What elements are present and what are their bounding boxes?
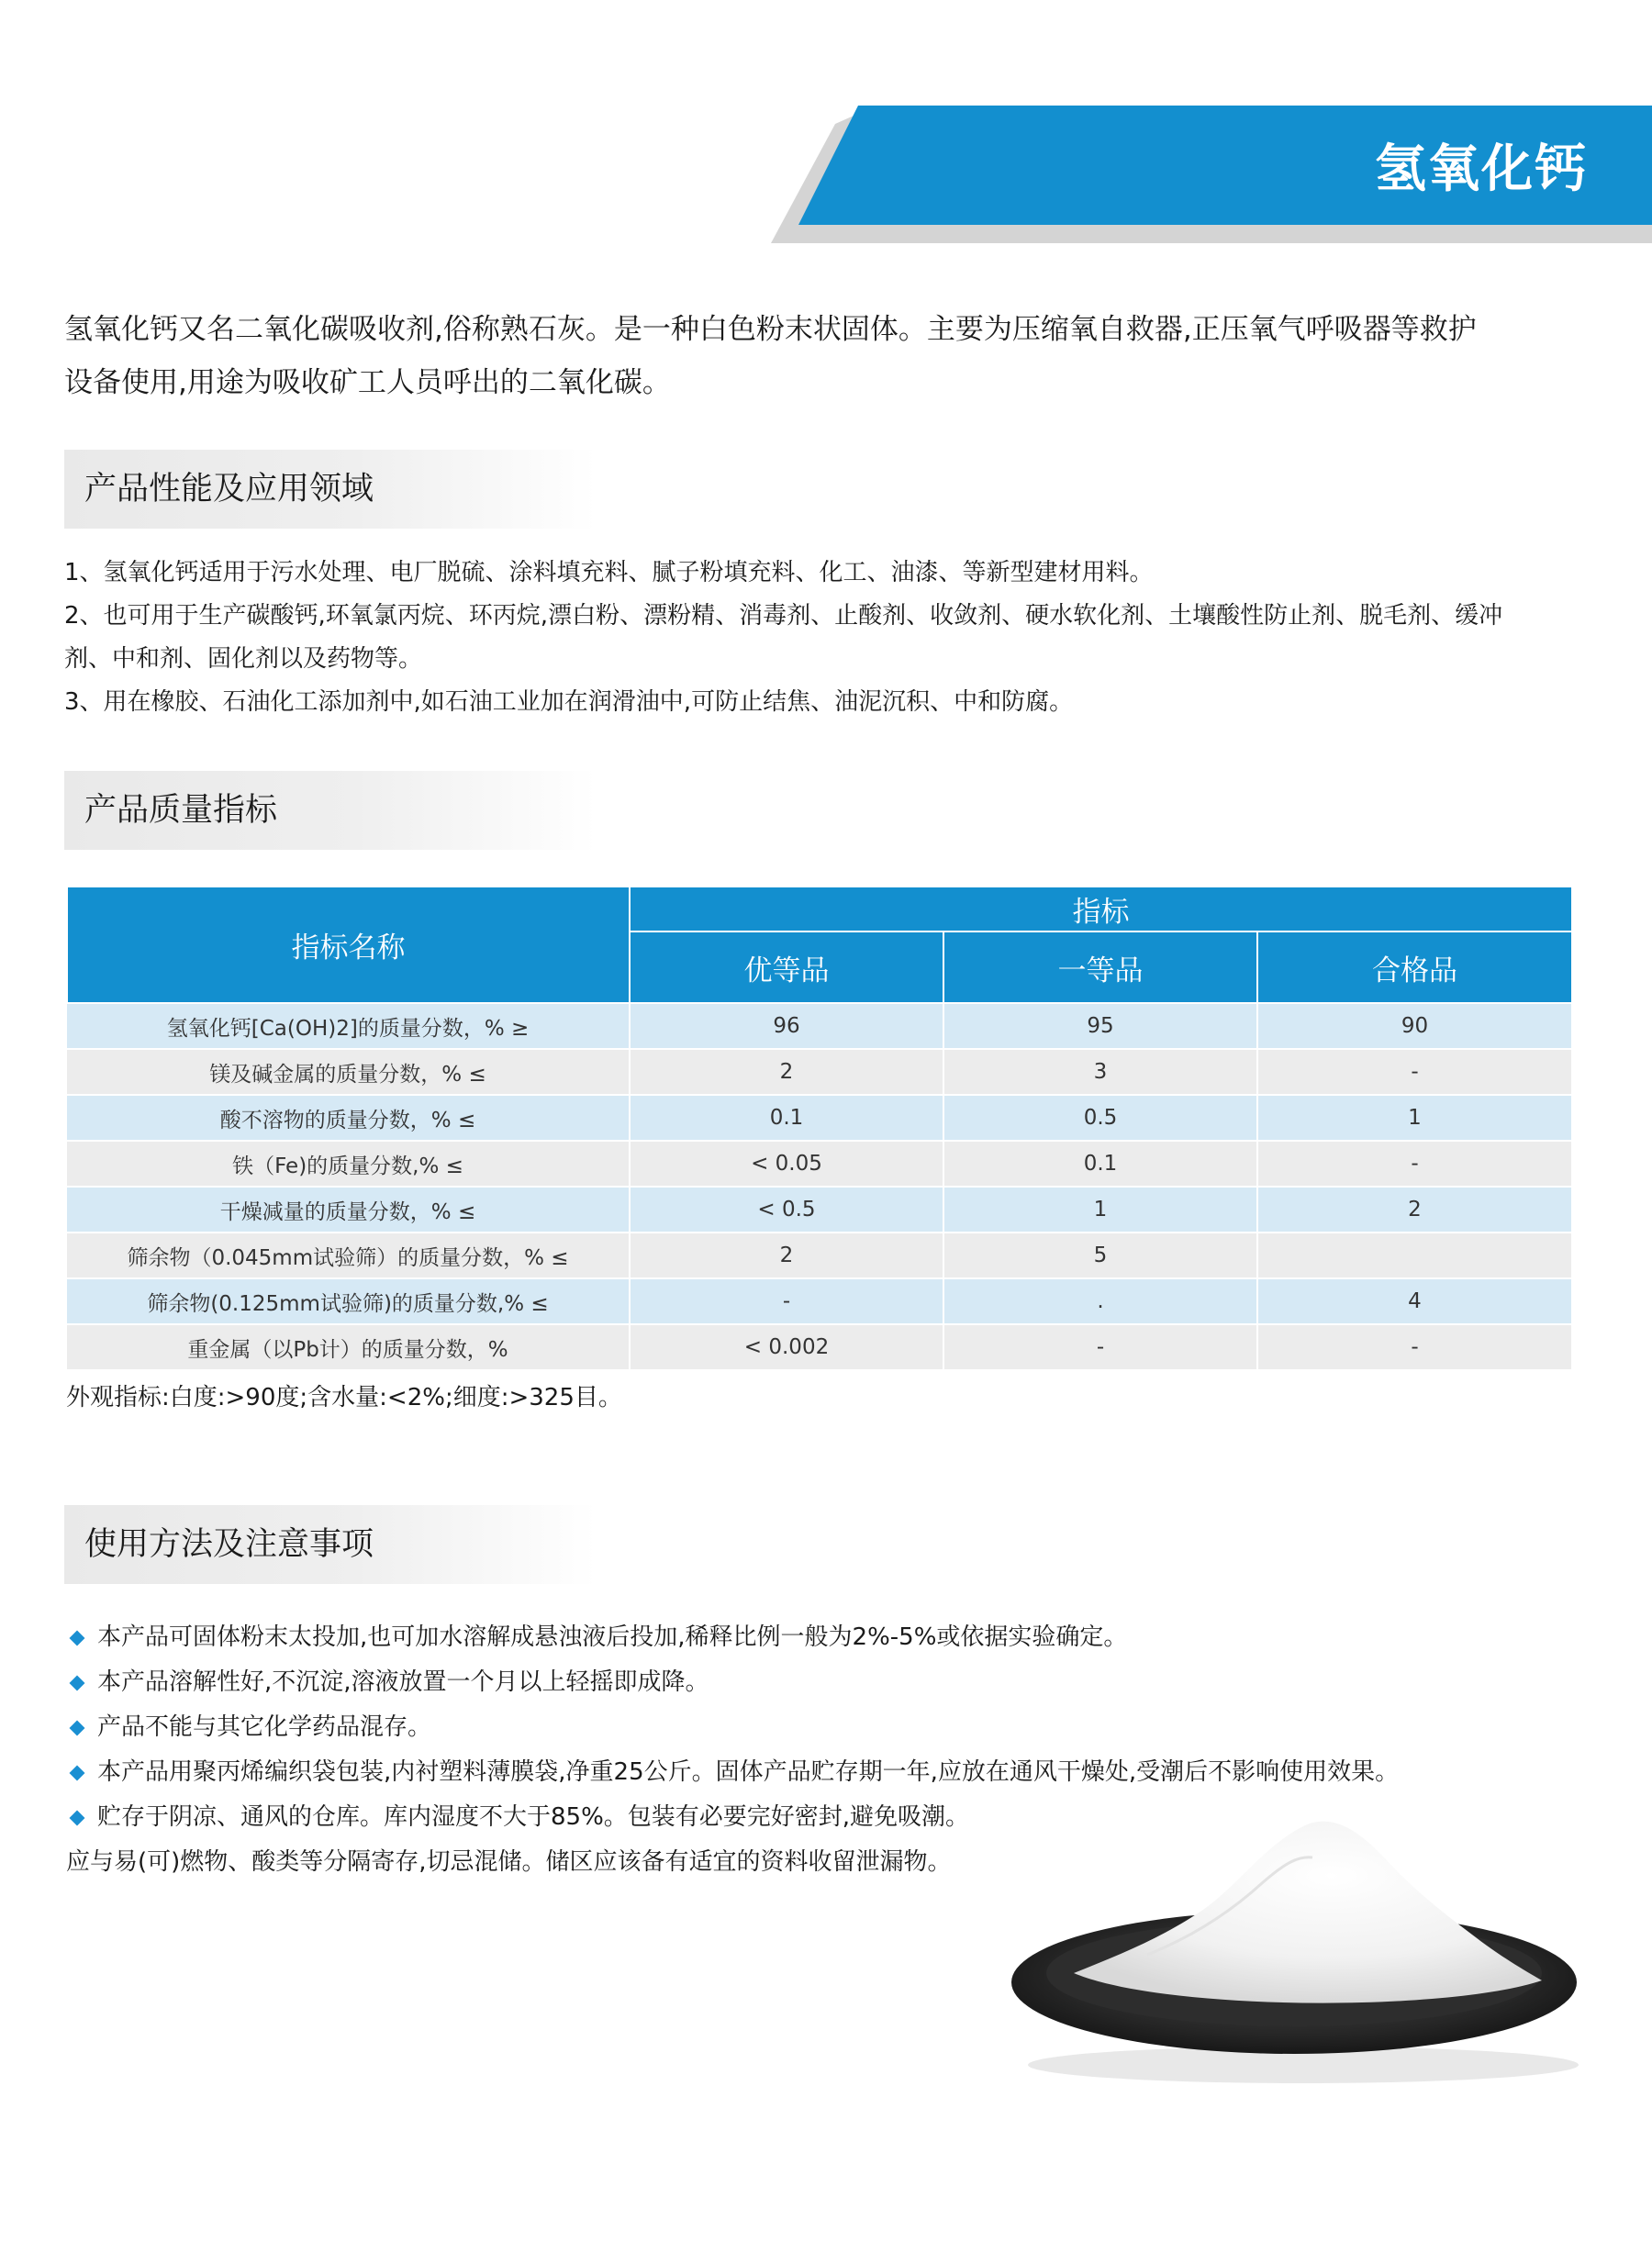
cell-value	[1257, 1233, 1572, 1278]
row-name: 铁（Fe)的质量分数,% ≤	[67, 1141, 630, 1187]
powder-plate-image	[1010, 1799, 1597, 2092]
col-header-name: 指标名称	[67, 887, 630, 1003]
list-item-text: 产品不能与其它化学药品混存。	[97, 1713, 432, 1741]
quality-table	[66, 886, 1573, 1371]
section-heading-quality: 产品质量指标	[64, 771, 597, 850]
cell-value: -	[630, 1278, 943, 1324]
list-item	[66, 1705, 1599, 1750]
list-item-text: 贮存于阴凉、通风的仓库。库内湿度不大于85%。包装有必要完好密封,避免吸潮。	[97, 1803, 970, 1831]
cell-value: -	[1257, 1324, 1572, 1370]
list-item	[66, 1750, 1599, 1795]
section-heading-applications: 产品性能及应用领域	[64, 450, 597, 529]
cell-value: 1	[1257, 1095, 1572, 1141]
diamond-bullet-icon	[70, 1675, 85, 1690]
table-row	[67, 1233, 1572, 1278]
row-name: 重金属（以Pb计）的质量分数，%	[67, 1324, 630, 1370]
col-header-grade: 一等品	[943, 931, 1257, 1003]
cell-value: 0.1	[630, 1095, 943, 1141]
cell-value: 0.1	[943, 1141, 1257, 1187]
usage-trailing-text: 应与易(可)燃物、酸类等分隔寄存,切忌混储。储区应该备有适宜的资料收留泄漏物。	[66, 1848, 952, 1876]
col-header-grade: 合格品	[1257, 931, 1572, 1003]
cell-value: 95	[943, 1003, 1257, 1049]
list-item-text: 本产品可固体粉末太投加,也可加水溶解成悬浊液后投加,稀释比例一般为2%-5%或依据实验确定。	[97, 1623, 1128, 1651]
cell-value: 3	[943, 1049, 1257, 1095]
cell-value: 0.5	[943, 1095, 1257, 1141]
diamond-bullet-icon	[70, 1720, 85, 1735]
list-item-text: 本产品用聚丙烯编织袋包装,内衬塑料薄膜袋,净重25公斤。固体产品贮存期一年,应放在通风干燥处,受潮后不影响使用效果。	[97, 1758, 1400, 1786]
cell-value: -	[1257, 1141, 1572, 1187]
list-item: 1、氢氧化钙适用于污水处理、电厂脱硫、涂料填充料、腻子粉填充料、化工、油漆、等新型建材用料。	[64, 559, 1154, 586]
cell-value: -	[943, 1324, 1257, 1370]
page-title: 氢氧化钙	[1375, 139, 1588, 199]
cell-value: 2	[1257, 1187, 1572, 1233]
cell-value: 2	[630, 1233, 943, 1278]
table-row	[67, 1324, 1572, 1370]
cell-value: 5	[943, 1233, 1257, 1278]
intro-line: 氢氧化钙又名二氧化碳吸收剂,俗称熟石灰。是一种白色粉末状固体。主要为压缩氧自救器,正压氧气呼吸器等救护	[64, 313, 1477, 346]
list-item: 剂、中和剂、固化剂以及药物等。	[64, 645, 423, 673]
row-name: 筛余物（0.045mm试验筛）的质量分数，% ≤	[67, 1233, 630, 1278]
intro-line: 设备使用,用途为吸收矿工人员呼出的二氧化碳。	[64, 366, 671, 399]
col-header-group: 指标	[630, 887, 1572, 931]
cell-value: 4	[1257, 1278, 1572, 1324]
list-item: 3、用在橡胶、石油化工添加剂中,如石油工业加在润滑油中,可防止结焦、油泥沉积、中和防腐。	[64, 688, 1074, 716]
row-name: 酸不溶物的质量分数，% ≤	[67, 1095, 630, 1141]
list-item-text: 本产品溶解性好,不沉淀,溶液放置一个月以上轻摇即成降。	[97, 1668, 709, 1696]
list-item	[66, 1660, 1599, 1705]
title-banner	[0, 0, 1652, 257]
cell-value: -	[1257, 1049, 1572, 1095]
cell-value: < 0.05	[630, 1141, 943, 1187]
row-name: 筛余物(0.125mm试验筛)的质量分数,% ≤	[67, 1278, 630, 1324]
diamond-bullet-icon	[70, 1630, 85, 1645]
table-row	[67, 1187, 1572, 1233]
list-item: 2、也可用于生产碳酸钙,环氧氯丙烷、环丙烷,漂白粉、漂粉精、消毒剂、止酸剂、收敛剂、硬水软化剂、土壤酸性防止剂、脱毛剂、缓冲	[64, 602, 1503, 630]
applications-list	[64, 552, 1597, 724]
appearance-note: 外观指标:白度:>90度;含水量:<2%;细度:>325目。	[66, 1384, 622, 1411]
table-row	[67, 1141, 1572, 1187]
intro-paragraph	[64, 303, 1597, 409]
cell-value: 2	[630, 1049, 943, 1095]
cell-value: 90	[1257, 1003, 1572, 1049]
diamond-bullet-icon	[70, 1810, 85, 1825]
table-row	[67, 1049, 1572, 1095]
cell-value: < 0.5	[630, 1187, 943, 1233]
row-name: 氢氧化钙[Ca(OH)2]的质量分数，% ≥	[67, 1003, 630, 1049]
diamond-bullet-icon	[70, 1765, 85, 1780]
table-row	[67, 1003, 1572, 1049]
table-row	[67, 1278, 1572, 1324]
row-name: 镁及碱金属的质量分数，% ≤	[67, 1049, 630, 1095]
col-header-grade: 优等品	[630, 931, 943, 1003]
cell-value: 1	[943, 1187, 1257, 1233]
cell-value: .	[943, 1278, 1257, 1324]
cell-value: < 0.002	[630, 1324, 943, 1370]
cell-value: 96	[630, 1003, 943, 1049]
section-heading-usage: 使用方法及注意事项	[64, 1505, 597, 1584]
list-item	[66, 1615, 1599, 1660]
row-name: 干燥减量的质量分数，% ≤	[67, 1187, 630, 1233]
table-row	[67, 1095, 1572, 1141]
